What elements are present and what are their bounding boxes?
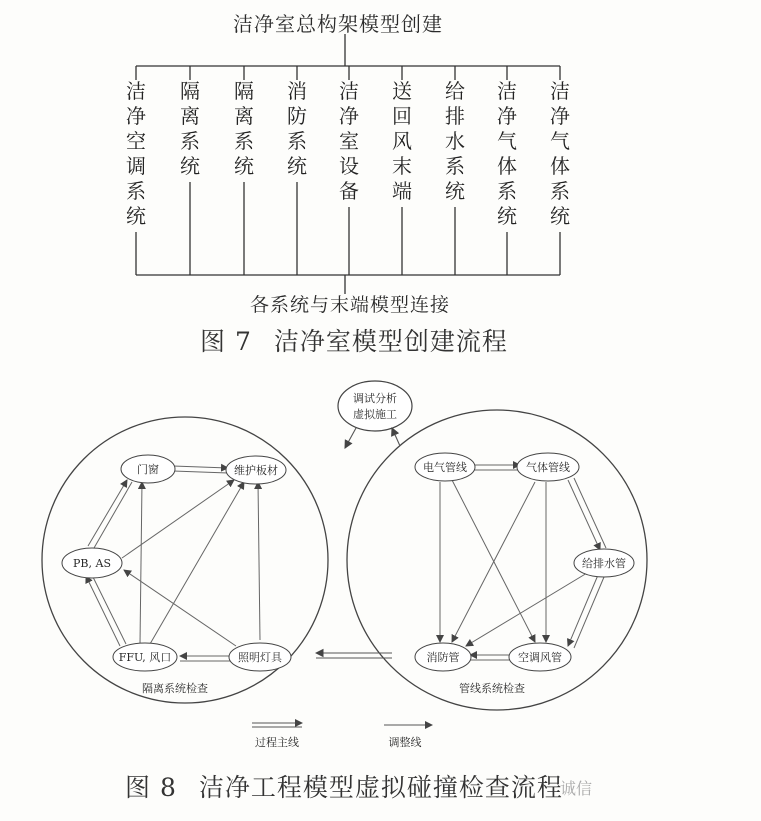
fig8-caption-number: 图 8 — [125, 773, 177, 802]
edge-light-panel — [258, 482, 260, 640]
top-node-line1: 调试分析 — [353, 392, 397, 405]
node-pbas-label: PB, AS — [73, 557, 111, 570]
fig7-system-5 — [391, 79, 413, 204]
edge-right-to-top — [392, 428, 400, 446]
fig7-caption-number: 图 7 — [200, 327, 252, 356]
edge-pbas-door-a — [88, 480, 127, 546]
fig7-system-label: 洁净室设备 — [339, 79, 359, 203]
node-panel-label: 维护板材 — [234, 464, 278, 477]
fig7-system-label: 隔离系统 — [234, 79, 254, 178]
edge-door-panel-b — [173, 471, 228, 473]
fig8-caption — [125, 768, 563, 804]
fig8-diagram — [0, 370, 761, 790]
top-node[interactable] — [338, 381, 412, 431]
node-gas-label: 气体管线 — [526, 461, 570, 474]
fig7-system-label: 洁净气体系统 — [497, 79, 517, 228]
node-fire-label: 消防管 — [426, 651, 460, 664]
fig7-system-3 — [286, 79, 308, 179]
node-ffu-label: FFU, 风口 — [118, 651, 172, 664]
fig7-system-label: 给排水系统 — [445, 79, 465, 203]
edge-gas-water-b — [574, 478, 606, 548]
edge-ffu-pbas-b — [92, 575, 126, 644]
edge-door-panel-a — [173, 466, 228, 468]
node-water-label: 给排水管 — [582, 557, 626, 570]
node-light-label: 照明灯具 — [238, 651, 282, 664]
fig7-bottom-label: 各系统与末端模型连接 — [250, 294, 451, 316]
top-node-line2: 虚拟施工 — [353, 408, 397, 421]
fig7-system-0 — [125, 79, 147, 229]
legend — [252, 723, 432, 749]
edge-water-hvac-a — [568, 575, 598, 646]
edge-top-to-left — [345, 428, 356, 448]
node-hvac-label: 空调风管 — [518, 651, 562, 664]
fig7-system-8 — [549, 79, 571, 229]
edge-pbas-panel — [122, 480, 234, 558]
fig8-caption-text: 洁净工程模型虚拟碰撞检查流程 — [198, 773, 563, 802]
node-door-label: 门窗 — [137, 463, 159, 476]
edge-ffu-pbas-a — [86, 576, 120, 646]
fig7-root-label: 洁净室总构架模型创建 — [233, 12, 443, 36]
fig7-caption-text: 洁净室模型创建流程 — [273, 327, 508, 356]
fig7-system-label: 消防系统 — [287, 79, 307, 178]
fig7-system-6 — [444, 79, 466, 204]
legend-main-label: 过程主线 — [255, 736, 299, 749]
fig7-system-label: 洁净空调系统 — [126, 79, 146, 228]
fig7-system-7 — [496, 79, 518, 229]
watermark: 诚信 — [560, 779, 593, 798]
legend-adjust-label: 调整线 — [388, 736, 422, 749]
fig7-tree-lines — [0, 0, 761, 330]
left-circle-label: 隔离系统检查 — [142, 682, 208, 695]
edge-gas-water-a — [568, 480, 600, 550]
node-elec-label: 电气管线 — [423, 461, 467, 474]
edge-ffu-door — [140, 482, 142, 644]
fig7-system-1 — [179, 79, 201, 179]
fig7-system-2 — [233, 79, 255, 179]
edge-pbas-door-b — [94, 482, 132, 548]
fig7-caption — [200, 322, 508, 358]
right-circle-label: 管线系统检查 — [459, 682, 525, 695]
fig7-system-4 — [338, 79, 360, 204]
edge-water-hvac-b — [574, 577, 604, 648]
fig7-system-label: 送回风末端 — [392, 79, 412, 203]
fig7-system-label: 隔离系统 — [180, 79, 200, 178]
fig7-system-label: 洁净气体系统 — [550, 79, 570, 228]
